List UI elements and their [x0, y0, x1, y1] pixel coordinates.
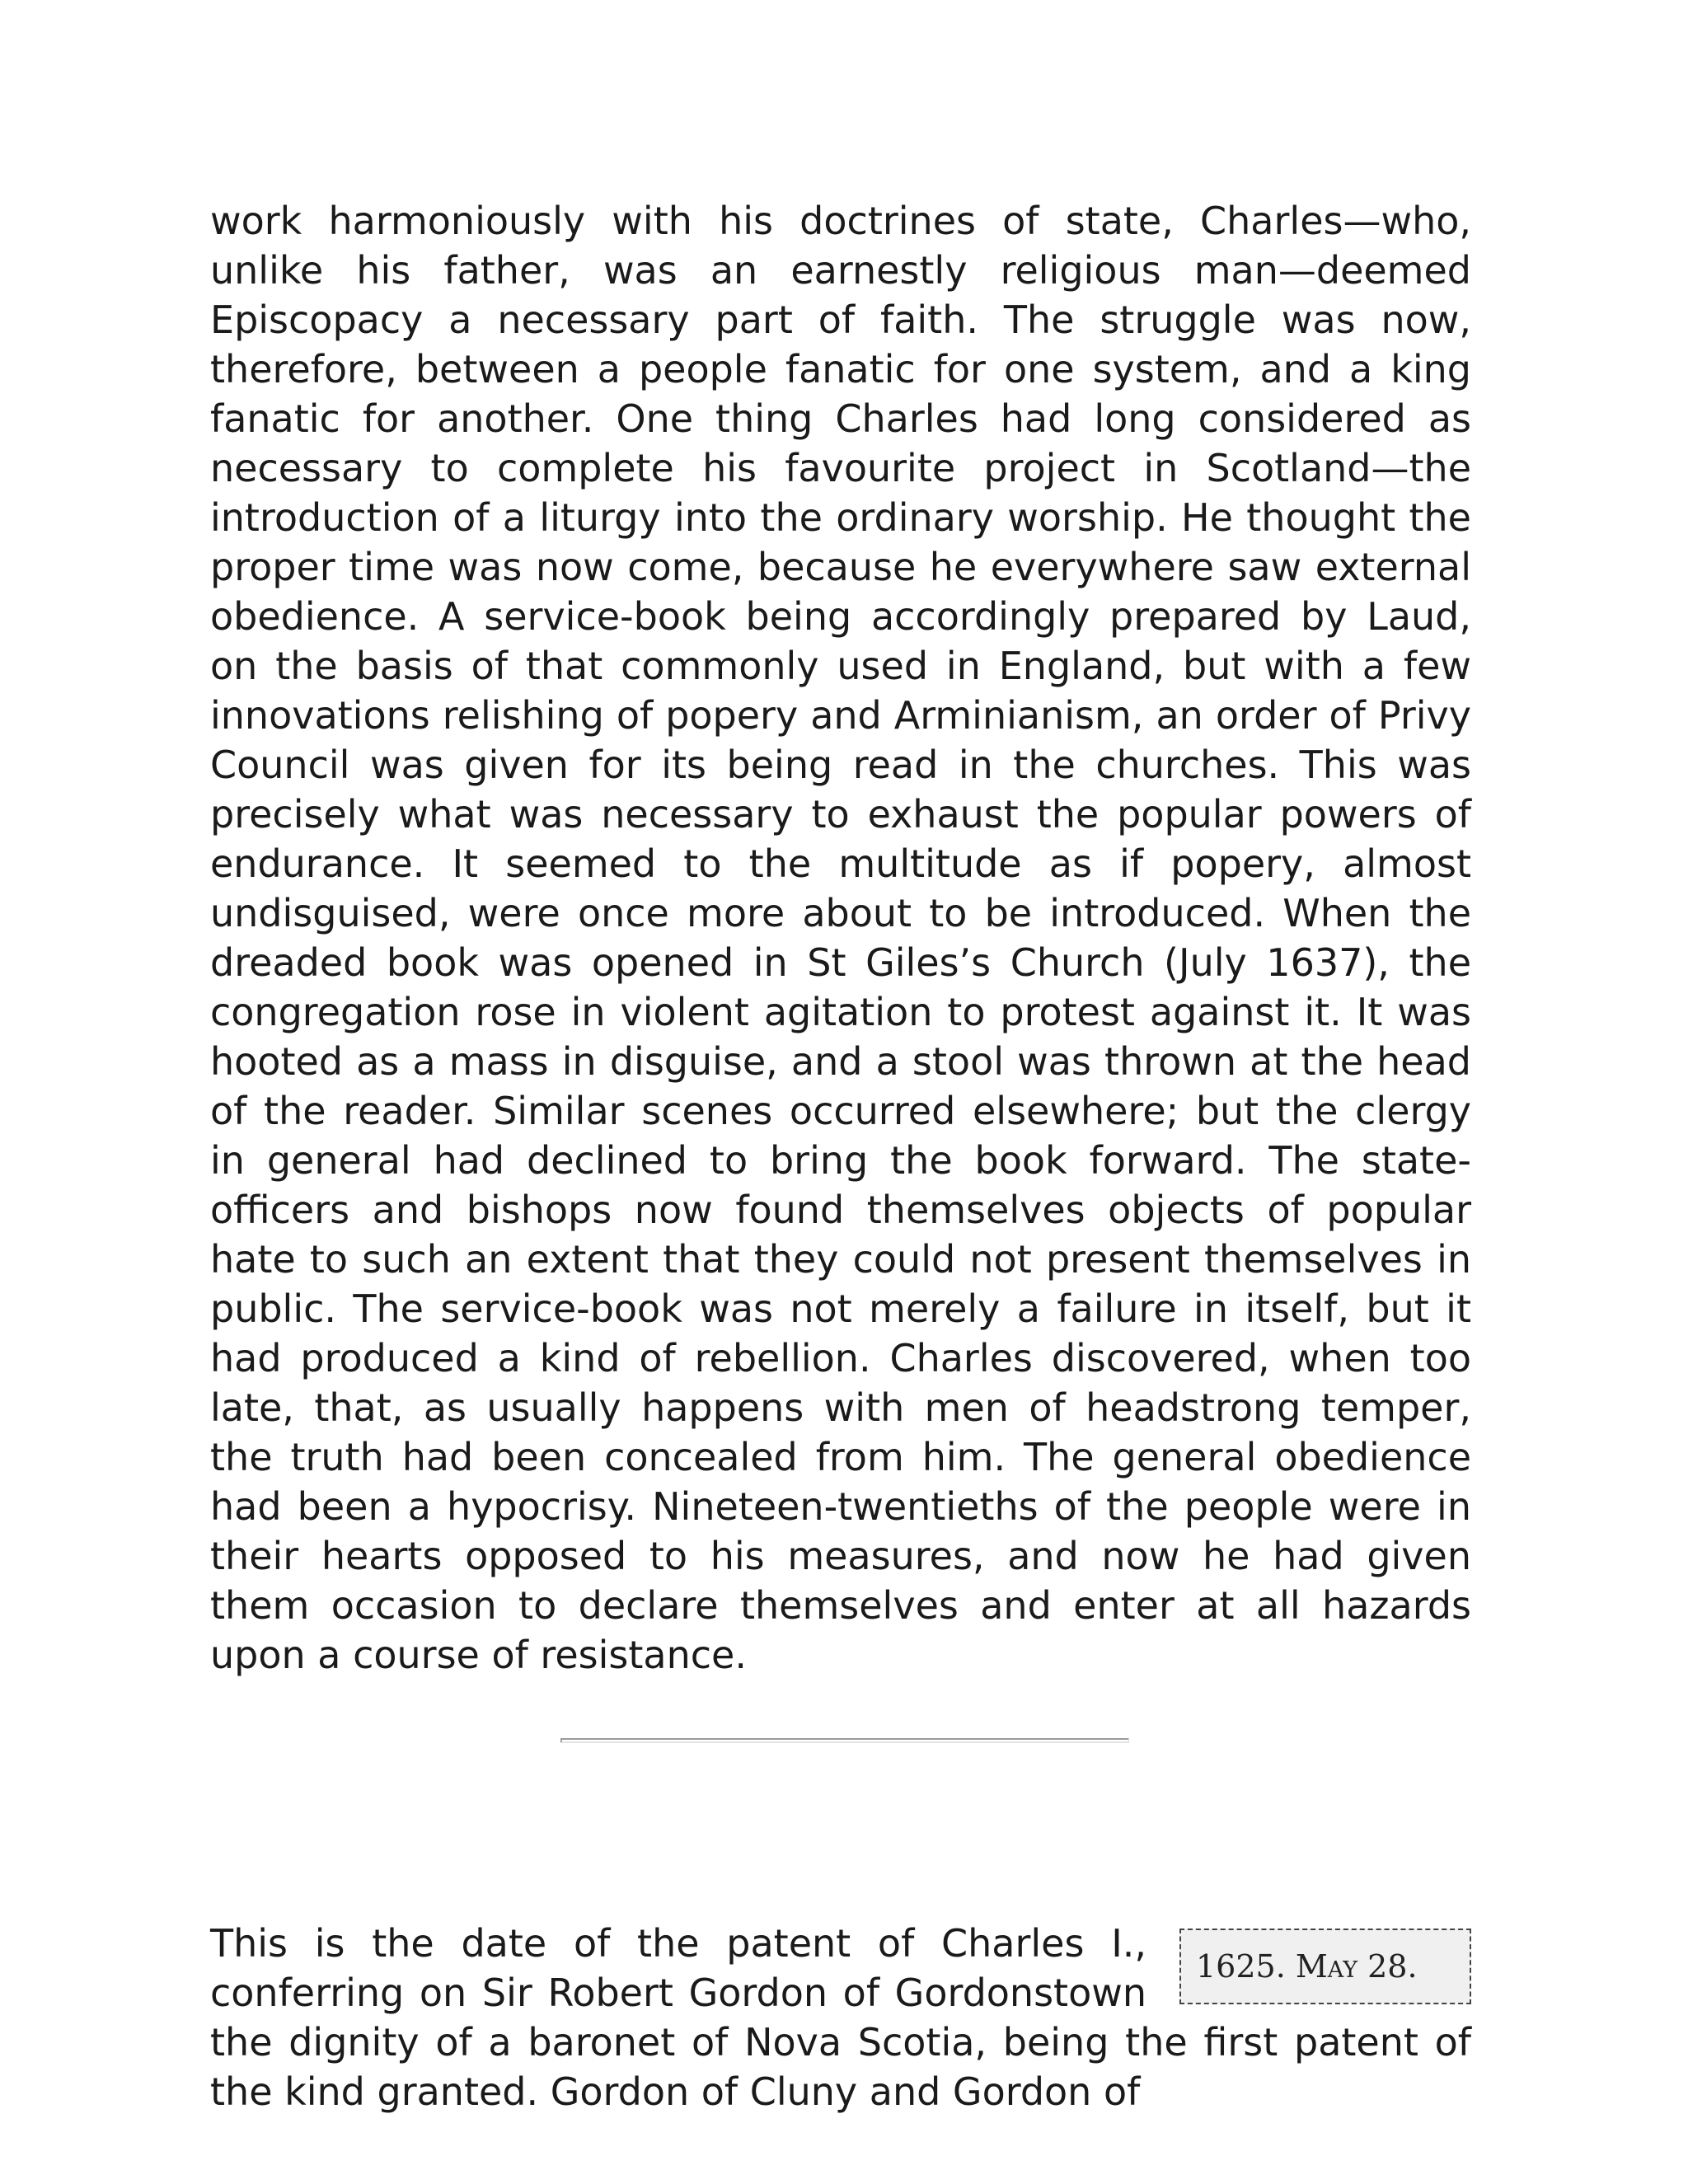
sidenote-day: 28.: [1367, 1948, 1418, 1985]
sidenote-month: May: [1295, 1948, 1358, 1985]
sidenote-year: 1625.: [1196, 1948, 1286, 1985]
body-paragraph-1: work harmoniously with his doctrines of state, Charles—who, unlike his father, was an earnestly religious man—deemed Episcopacy a necessary part of faith. The struggle was now, therefore, between a people fanatic for one system, and a king fanatic for another. One thing Charles had long considered as necessary to complete his favourite project in Scotland—the introduction of a liturgy into the ordinary worship. He thought the proper time was now come, because he everywhere saw external obedience. A service-book being accordingly prepared by Laud, on the basis of that commonly used in England, but with a few innovations relishing of popery and Arminianism, an order of Privy Council was given for its being read in the churches. This was precisely what was necessary to exhaust the popular powers of endurance. It seemed to the multitude as if popery, almost undisguised, were once more about to be introduced. When the dreaded book was opened in St Giles’s Church (July 1637), the congregation rose in violent agitation to protest against it. It was hooted as a mass in disguise, and a stool was thrown at the head of the reader. Similar scenes occurred elsewhere; but the clergy in general had declined to bring the book forward. The state-officers and bishops now found themselves objects of popular hate to such an extent that they could not present themselves in public. The service-book was not merely a failure in itself, but it had produced a kind of rebellion. Charles discovered, when too late, that, as usually happens with men of headstrong temper, the truth had been concealed from him. The general obedience had been a hypocrisy. Nineteen-twentieths of the people were in their hearts opposed to his measures, and now he had given them occasion to declare themselves and enter at all hazards upon a course of resistance.: [210, 199, 1471, 1677]
page-content: [210, 196, 1471, 2116]
body-paragraph-2: This is the date of the patent of Charles I., conferring on Sir Robert Gordon of Gordonstown the dignity of a baronet of Nova Scotia, being the first patent of the kind granted. Gordon of Cluny and Gordon of: [210, 1921, 1471, 2114]
section-divider: [560, 1738, 1129, 1743]
section-divider-wrap: [210, 1680, 1471, 1803]
date-sidenote: [1179, 1929, 1471, 2004]
entry-section: [210, 1919, 1471, 2116]
